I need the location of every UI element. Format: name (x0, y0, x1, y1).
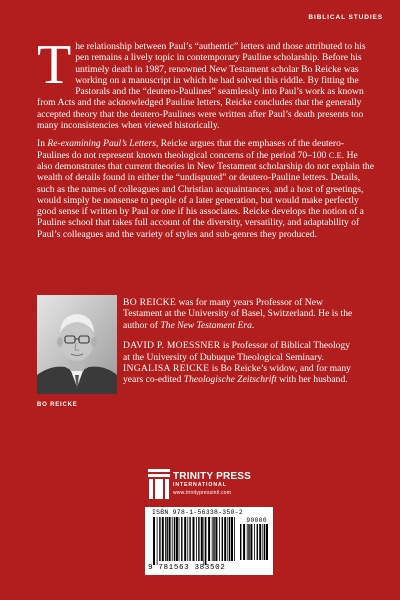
photo-caption: BO REICKE (37, 402, 78, 408)
barcode-bar (187, 517, 188, 561)
barcode-bar (172, 517, 173, 561)
bio-ingalisa-journal: Theologische Zeitschrift (183, 374, 277, 386)
barcode-bar (222, 517, 223, 561)
barcode-bar (165, 517, 166, 561)
barcode-bar (184, 517, 186, 561)
barcode-bar (219, 517, 220, 561)
barcode-bar (224, 517, 226, 561)
barcode-bar (231, 517, 233, 561)
barcode-bar (159, 517, 160, 561)
bio-ingalisa-end: with her husband. (279, 374, 348, 386)
blurb-paragraph-2 (37, 138, 375, 240)
barcode-bar (179, 517, 180, 561)
barcode-bar (250, 524, 252, 560)
bio-moessner-name: DAVID P. MOESSNER (123, 340, 221, 352)
publisher-subname: INTERNATIONAL (173, 482, 227, 488)
barcode-bar (229, 517, 230, 561)
barcode-bar (204, 517, 205, 565)
barcode-bar (240, 524, 241, 560)
bio-reicke-name: BO REICKE (123, 297, 177, 308)
barcode-bar (215, 517, 217, 561)
barcode-bar (189, 517, 190, 561)
ean-barcode-bars (153, 517, 237, 565)
barcode-bar (212, 517, 213, 561)
bio-reicke-text: was for many years Professor of New Testament at the University of Basel, Switzerland. He is the author of (123, 297, 353, 331)
barcode-bar (181, 517, 182, 561)
barcode-bar (266, 524, 268, 560)
barcode-bar (198, 517, 199, 561)
addon-barcode-bars (240, 524, 268, 564)
publisher-logo-icon (148, 469, 170, 499)
barcode-bar (247, 524, 248, 560)
price-code: 90000 (246, 517, 267, 524)
author-photo (37, 295, 117, 394)
ean-digits (148, 564, 225, 572)
barcode-bar (174, 517, 175, 561)
barcode-bar (234, 517, 235, 561)
ean-right-digits: 383502 (194, 564, 226, 572)
bio-moessner-text: is Professor of Biblical Theology at the University of Dubuque Theological Seminary. (123, 340, 351, 363)
barcode-bar (227, 517, 228, 561)
bio-moessner (123, 340, 353, 363)
barcode-bar (167, 517, 168, 561)
barcode-bar (157, 517, 158, 565)
barcode-bar (201, 517, 203, 561)
bio-reicke-book: The New Testament Era (160, 319, 252, 331)
barcode-block (145, 507, 273, 575)
bio-ingalisa-text: is Bo Reicke’s widow, and for many years co-edited (123, 363, 351, 386)
author-bios (123, 297, 353, 395)
barcode-bar (213, 517, 214, 561)
bio-reicke-end: . (251, 319, 255, 331)
bio-ingalisa-name: INGALISA REICKE (123, 363, 210, 375)
publisher-url: www.trinitypressintl.com (173, 490, 232, 496)
era-abbrev: C.E. (328, 150, 345, 160)
barcode-bar (243, 524, 245, 560)
barcode-bar (169, 517, 171, 561)
blurb-p2-text-b: He also demonstrates that current theories in New Testament scholarship do not explain the wealth of details found in either the “undisputed” or deutero-Pauline letters. Details, such as the names of colleagues and Christian acquaintances, and a host of greetings, would simply be nonsense to people of a later generation, but would make perfectly good sense if written by Paul or one if his associates. Reicke develops the notion of a Pauline school that takes full account of the diversity, versatility, and adaptability of Paul’s colleagues and the variety of styles and sub-genres they produced. (37, 149, 374, 240)
barcode-bar (208, 517, 210, 561)
bio-reicke (123, 297, 353, 331)
barcode-bar (153, 517, 155, 565)
ean-first-digit: 9 (148, 564, 154, 572)
barcode-bar (254, 524, 255, 560)
barcode-bar (193, 517, 195, 561)
barcode-bar (264, 524, 265, 560)
blurb-paragraph-1 (37, 34, 375, 132)
description-blurb (37, 34, 375, 247)
author-portrait-image (37, 295, 117, 394)
barcode-bar (248, 524, 249, 560)
drop-cap-letter: T (37, 34, 72, 96)
barcode-bar (176, 517, 178, 561)
barcode-bar (162, 517, 164, 561)
barcode-bar (257, 524, 258, 560)
barcode-bar (196, 517, 197, 561)
barcode-bar (262, 524, 263, 560)
book-title: Re-examining Paul’s Letters (47, 138, 156, 150)
blurb-paragraph-1-text: he relationship between Paul’s “authentic” letters and those attributed to his pen remains a lively topic in contemporary Pauline scholarship. Before his untimely death in 1987, renowned New Testament scholar Bo Reicke was working on a manuscript in which he had solved this riddle. By fitting the Pastorals and the “deutero-Paulines” seamlessly into Paul’s work as known from Acts and the acknowledged Pauline letters, Reicke concludes that the generally accepted theory that the deutero-Paulines were written after Paul’s death presents too many inconsistencies when viewed historically. (37, 41, 366, 132)
blurb-p2-text-a: , Reicke argues that the emphases of the deutero-Paulines do not represent known theological concerns of the period 70–100 (37, 138, 345, 161)
publisher-name: TRINITY PRESS (173, 471, 251, 482)
publisher-block (148, 469, 268, 505)
barcode-bar (259, 524, 261, 560)
category-label: BIBLICAL STUDIES (308, 14, 383, 21)
isbn-number: ISBN 978-1-56338-350-2 (152, 509, 243, 516)
ean-left-digits: 781563 (158, 564, 190, 572)
bio-ingalisa (123, 363, 353, 386)
blurb-p2-intro: In (37, 138, 45, 150)
barcode-bar (205, 517, 206, 565)
